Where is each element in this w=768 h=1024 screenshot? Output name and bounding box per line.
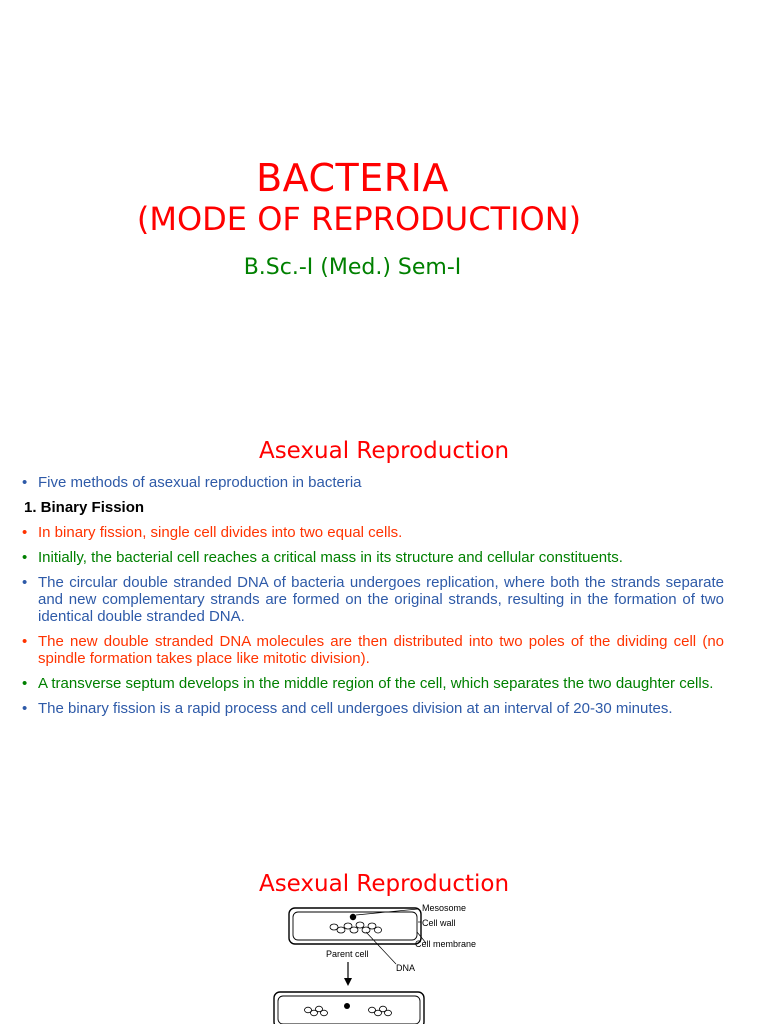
section-heading-asexual-1: Asexual Reproduction <box>258 438 510 464</box>
label-parent-cell: Parent cell <box>326 949 369 959</box>
list-item: • A transverse septum develops in the middle region of the cell, which separates the two daughter cells. <box>22 675 714 692</box>
dividing-cell-membrane <box>278 996 420 1024</box>
label-cell-membrane: Cell membrane <box>415 939 477 949</box>
label-cell-wall: Cell wall <box>422 918 456 928</box>
list-item: • The circular double stranded DNA of bacteria undergoes replication, where both the strands separate and new complementary strands are formed on the original strands, resulting in the formation of two identical double stranded DNA. <box>22 574 724 625</box>
label-dna: DNA <box>396 963 416 973</box>
slide-title: BACTERIA <box>256 156 449 200</box>
daughter-dna-left <box>305 1006 328 1016</box>
section-heading-asexual-2: Asexual Reproduction <box>258 871 510 897</box>
slide-subtitle: (MODE OF REPRODUCTION) <box>136 200 582 238</box>
course-label: B.Sc.-I (Med.) Sem-I <box>243 255 462 280</box>
binary-fission-list <box>22 474 724 725</box>
list-heading-binary-fission: 1. Binary Fission <box>24 499 145 516</box>
list-item: • The binary fission is a rapid process and cell undergoes division at an interval of 20-30 minutes. <box>22 700 673 717</box>
parent-dna <box>330 922 382 933</box>
list-item: • Initially, the bacterial cell reaches a critical mass in its structure and cellular constituents. <box>22 549 623 566</box>
arrow-head <box>344 978 352 986</box>
dividing-mesosome <box>344 1003 350 1009</box>
list-item: • In binary fission, single cell divides into two equal cells. <box>22 524 403 541</box>
list-item: • Five methods of asexual reproduction in bacteria <box>22 474 362 491</box>
binary-fission-diagram <box>268 900 488 1024</box>
mesosome <box>350 914 356 920</box>
list-item: • The new double stranded DNA molecules are then distributed into two poles of the dividing cell (no spindle formation takes place like mitotic division). <box>22 633 724 667</box>
parent-cell-wall <box>289 908 421 944</box>
daughter-dna-right <box>369 1006 392 1016</box>
label-mesosome: Mesosome <box>422 903 467 913</box>
